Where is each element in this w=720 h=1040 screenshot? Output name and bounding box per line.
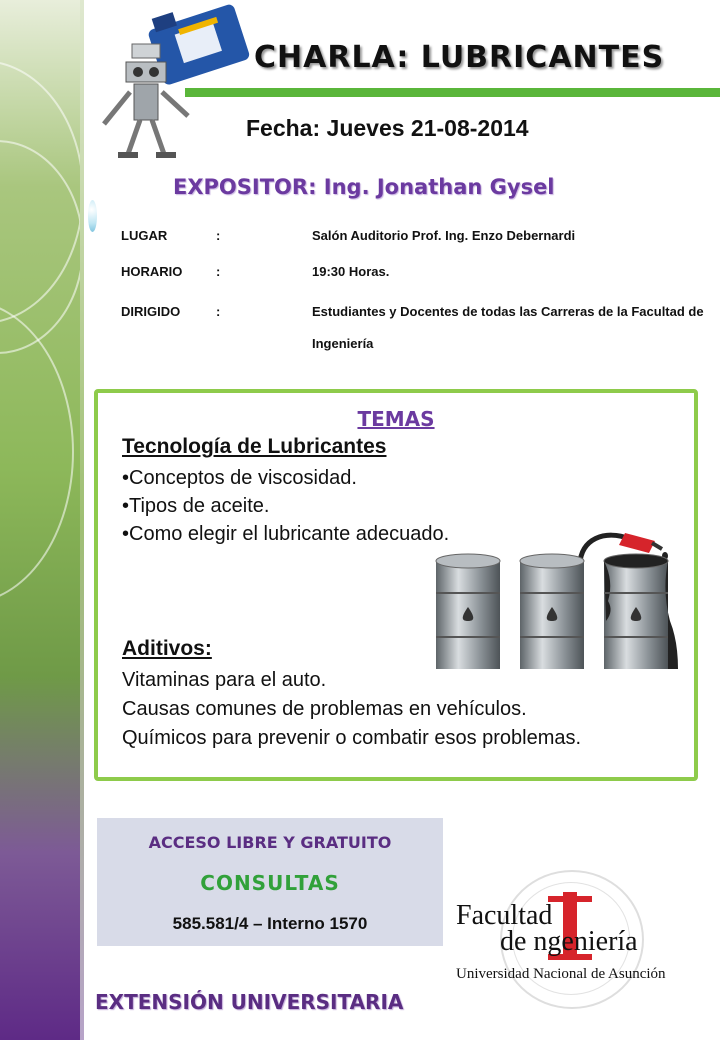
info-colon: : <box>216 228 221 243</box>
topics-subheading: Tecnología de Lubricantes <box>122 435 387 458</box>
info-colon: : <box>216 304 221 319</box>
additive-item: Vitaminas para el auto. <box>122 669 327 691</box>
additive-item: Causas comunes de problemas en vehículos. <box>122 698 527 720</box>
phone-number: 585.581/4 – Interno 1570 <box>172 914 368 933</box>
info-value: Salón Auditorio Prof. Ing. Enzo Debernardi <box>312 228 576 243</box>
topic-item: •Tipos de aceite. <box>122 495 270 517</box>
title-underline <box>185 88 720 97</box>
info-value: Estudiantes y Docentes de todas las Carreras de la Facultad de Ingeniería <box>312 304 704 351</box>
bubble-decoration <box>88 200 97 232</box>
info-value: 19:30 Horas. <box>312 264 390 279</box>
page-title: CHARLA: LUBRICANTES <box>254 40 665 75</box>
oil-can-robot-icon <box>84 4 254 169</box>
inquiries-label: CONSULTAS <box>200 871 340 895</box>
decorative-sidebar <box>0 0 80 1040</box>
free-access-text: ACCESO LIBRE Y GRATUITO <box>148 833 392 852</box>
logo-engineering-text: de ngeniería <box>500 926 638 957</box>
info-label: DIRIGIDO <box>121 304 181 319</box>
access-box <box>97 818 443 946</box>
info-label: HORARIO <box>121 264 183 279</box>
topics-box <box>94 389 698 781</box>
info-label: LUGAR <box>121 228 168 243</box>
additive-item: Químicos para prevenir o combatir esos problemas. <box>122 727 582 749</box>
footer-extension: EXTENSIÓN UNIVERSITARIA <box>95 990 404 1014</box>
info-colon: : <box>216 264 221 279</box>
additives-heading: Aditivos: <box>122 637 212 660</box>
topics-heading: TEMAS <box>357 407 435 431</box>
speaker: EXPOSITOR: Ing. Jonathan Gysel <box>173 175 555 199</box>
event-date: Fecha: Jueves 21-08-2014 <box>246 115 529 141</box>
logo-university-text: Universidad Nacional de Asunción <box>456 966 666 982</box>
logo-red-i-top <box>548 896 592 902</box>
logo-faculty-text: Facultad <box>456 900 553 931</box>
topic-item: •Como elegir el lubricante adecuado. <box>122 523 450 545</box>
topic-item: •Conceptos de viscosidad. <box>122 467 357 489</box>
oil-barrels-icon <box>430 529 690 679</box>
